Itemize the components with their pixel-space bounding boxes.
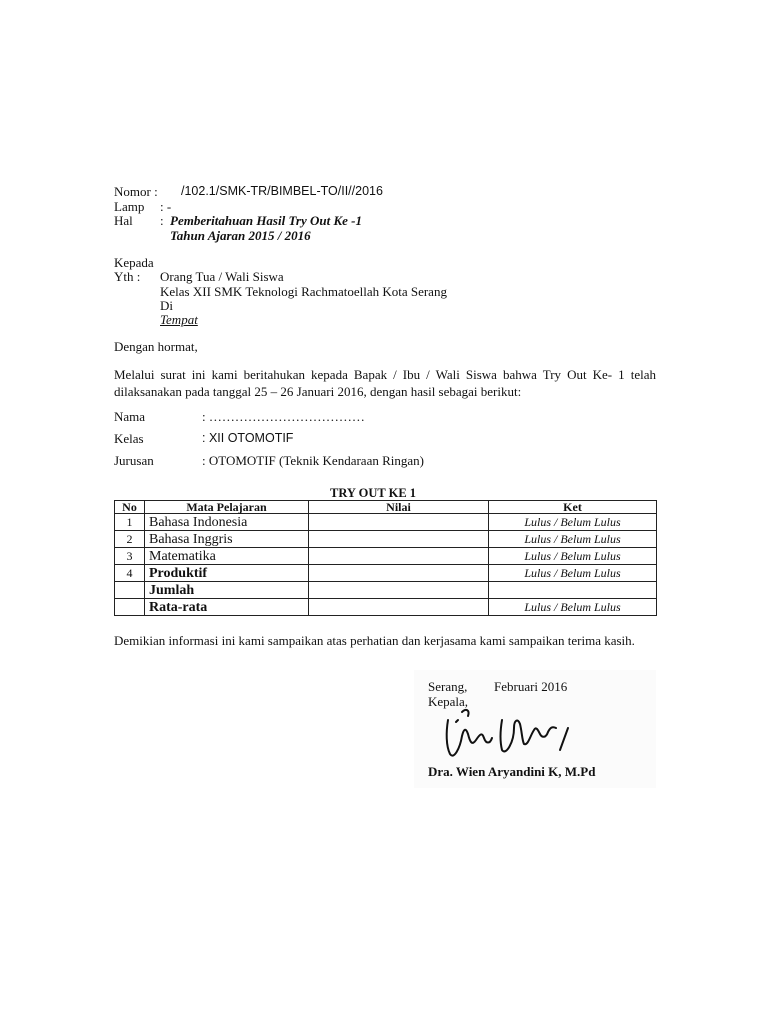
row-ket: Lulus / Belum Lulus [489, 548, 657, 565]
header-subject: Mata Pelajaran [145, 501, 309, 514]
row-nilai [309, 514, 489, 531]
kepada: Kepada [114, 255, 154, 270]
signatory-name: Dra. Wien Aryandini K, M.Pd [428, 764, 596, 779]
header-ket: Ket [489, 501, 657, 514]
row-ket: Lulus / Belum Lulus [489, 599, 657, 616]
jurusan-label: Jurusan [114, 453, 154, 468]
jurusan-value: : OTOMOTIF (Teknik Kendaraan Ringan) [202, 453, 424, 468]
subject-line-2: Tahun Ajaran 2015 / 2016 [170, 228, 311, 243]
lamp-value: : - [160, 199, 172, 214]
table-header-row [115, 501, 657, 514]
row-nilai [309, 565, 489, 582]
kelas-value: : XII OTOMOTIF [202, 431, 294, 445]
row-subject: Bahasa Indonesia [145, 514, 309, 531]
row-no: 4 [115, 565, 145, 582]
nomor-value: /102.1/SMK-TR/BIMBEL-TO/II//2016 [181, 184, 383, 198]
signature-date: Februari 2016 [494, 679, 568, 694]
row-ket [489, 582, 657, 599]
row-no: 2 [115, 531, 145, 548]
lamp-label: Lamp [114, 199, 145, 214]
subject-line-1: Pemberitahuan Hasil Try Out Ke -1 [170, 213, 362, 228]
row-no: 3 [115, 548, 145, 565]
header-nilai: Nilai [309, 501, 489, 514]
table-row [115, 599, 657, 616]
recipient-line-3: Di [160, 298, 173, 313]
recipient-line-2: Kelas XII SMK Teknologi Rachmatoellah Kota Serang [160, 284, 447, 299]
header-no: No [115, 501, 145, 514]
table-title: TRY OUT KE 1 [330, 486, 417, 500]
nama-value: : ……………………………… [202, 409, 365, 424]
handwritten-signature [436, 698, 586, 760]
row-ket: Lulus / Belum Lulus [489, 531, 657, 548]
kelas-label: Kelas [114, 431, 144, 446]
row-subject: Produktif [145, 565, 309, 582]
row-ket: Lulus / Belum Lulus [489, 514, 657, 531]
row-nilai [309, 582, 489, 599]
table-row [115, 582, 657, 599]
hal-label: Hal [114, 213, 133, 228]
nomor-label: Nomor : [114, 184, 158, 199]
row-subject: Bahasa Inggris [145, 531, 309, 548]
intro-paragraph: Melalui surat ini kami beritahukan kepada Bapak / Ibu / Wali Siswa bahwa Try Out Ke- 1 telah dilaksanakan pada tanggal 25 – 26 Januari 2016, dengan hasil sebagai berikut: [114, 367, 656, 399]
yth-label: Yth : [114, 269, 141, 284]
row-subject: Matematika [145, 548, 309, 565]
signature-place: Serang, [428, 679, 468, 694]
row-nilai [309, 599, 489, 616]
signature-title: Kepala, [428, 694, 469, 709]
row-no [115, 599, 145, 616]
row-nilai [309, 548, 489, 565]
hal-colon: : [160, 213, 164, 228]
row-nilai [309, 531, 489, 548]
row-subject: Jumlah [145, 582, 309, 599]
table-row [115, 514, 657, 531]
row-ket: Lulus / Belum Lulus [489, 565, 657, 582]
row-no [115, 582, 145, 599]
table-row [115, 548, 657, 565]
recipient-line-1: Orang Tua / Wali Siswa [160, 269, 284, 284]
closing-paragraph: Demikian informasi ini kami sampaikan atas perhatian dan kerjasama kami sampaikan terima kasih. [114, 633, 635, 648]
greeting: Dengan hormat, [114, 339, 198, 354]
nama-label: Nama [114, 409, 146, 424]
recipient-line-4: Tempat [160, 312, 198, 327]
table-row [115, 531, 657, 548]
table-row [115, 565, 657, 582]
row-no: 1 [115, 514, 145, 531]
results-table [114, 500, 657, 616]
row-subject: Rata-rata [145, 599, 309, 616]
